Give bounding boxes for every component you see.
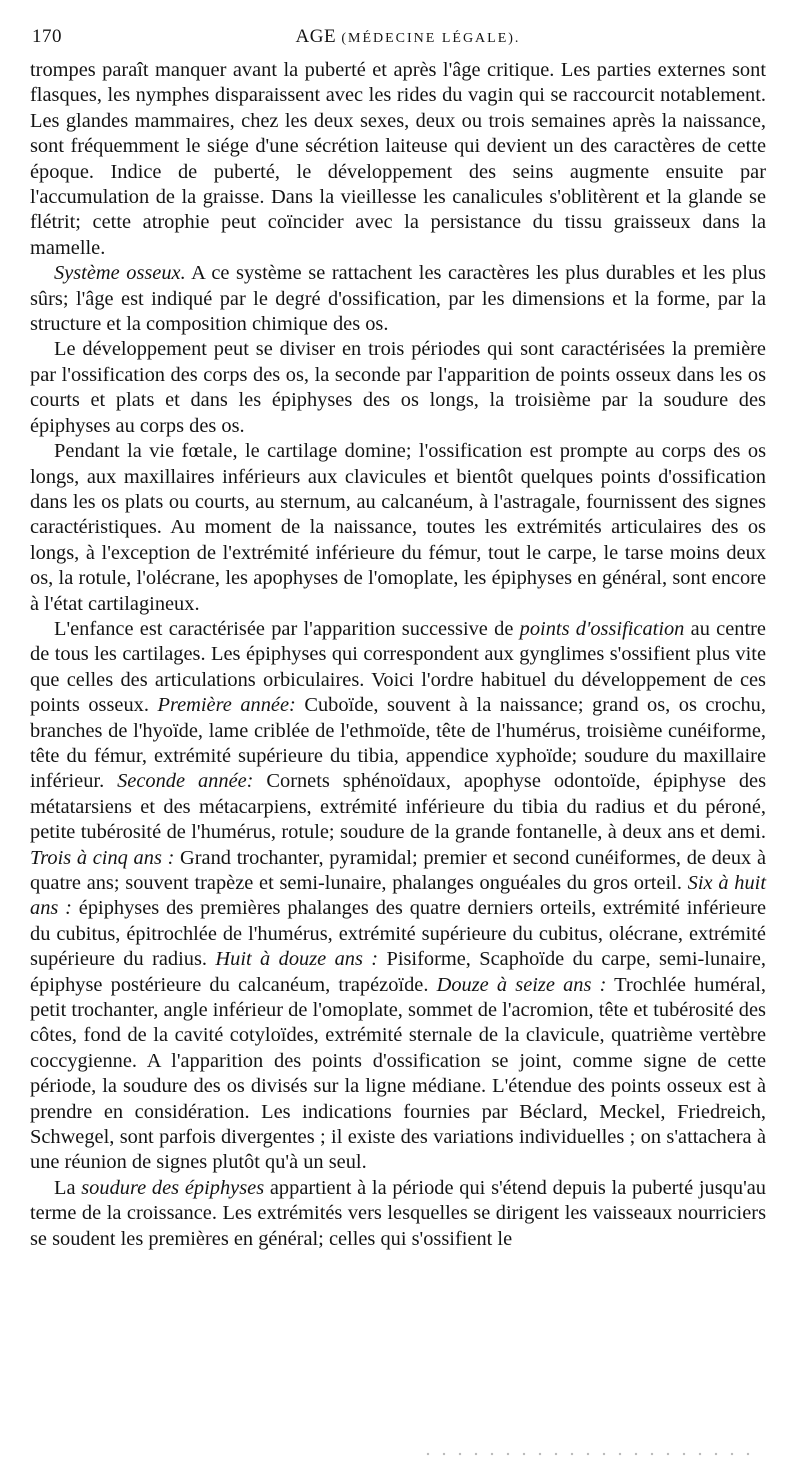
text-run: L'enfance est caractérisée par l'apparition successive de (54, 617, 520, 640)
text-run: Grand trochanter, pyramidal; premier et second cunéiformes, de deux à quatre ans; souvent trapèze et semi-lunaire, phalanges onguéales du gros orteil. (30, 846, 766, 894)
text-run: Cornets sphénoïdaux, apophyse odontoïde, épiphyse des métatarsiens et des métacarpiens, extrémité inférieure du tibia du radius et du péroné, petite tubérosité de l'humérus, rotule; soudure de la grande fontanelle, à deux ans et demi. (30, 770, 767, 844)
paragraph-1 (30, 58, 766, 261)
italic-term: Six à huit ans : (30, 872, 766, 920)
paragraph-3 (30, 337, 766, 439)
italic-term: Huit à douze ans : (215, 948, 379, 971)
italic-term: Seconde année: (117, 770, 254, 793)
italic-term: Douze à seize ans : (436, 973, 607, 996)
italic-term: points d'ossification (519, 617, 685, 640)
text-run: Le développement peut se diviser en trois périodes qui sont caractérisées la première par l'ossification des corps des os, la seconde par l'apparition de points osseux dans les os courts et plats et dans les épiphyses des os longs, la troisième par la soudure des épiphyses au corps des os. (30, 338, 766, 437)
running-head (30, 26, 766, 48)
text-run: appartient à la période qui s'étend depuis la puberté jusqu'au terme de la croissance. Les extrémités vers lesquelles se dirigent les vaisseaux nourriciers se soudent les premières en général; celles qui s'ossifient le (30, 1176, 766, 1250)
page-header (30, 26, 766, 58)
text-run: épiphyses des premières phalanges des quatre derniers orteils, extrémité inférieure du cubitus, épitrochlée de l'humérus, extrémité supérieure du cubitus, olécrane, extrémité supérieure du radius. (30, 897, 766, 971)
text-run: Cuboïde, souvent à la naissance; grand os, os crochu, branches de l'hyoïde, lame criblée de l'ethmoïde, tête de l'humérus, troisième cunéiforme, tête du fémur, extrémité supérieure du tibia, appendice xyphoïde; soudure du maxillaire inférieur. (30, 694, 766, 793)
text-run: Trochlée huméral, petit trochanter, angle inférieur de l'omoplate, sommet de l'acromion, tête et tubérosité des côtes, fond de la cavité cotyloïdes, extrémité sternale de la clavicule, quatrième vertèbre coccygienne. A l'apparition des points d'ossification se joint, comme signe de cette période, la soudure des os divisés sur la ligne médiane. L'étendue des points osseux est à prendre en considération. Les indications fournies par Béclard, Meckel, Friedreich, Schwegel, sont parfois divergentes ; il existe des variations individuelles ; on s'attachera à une réunion de signes plutôt qu'à un seul. (30, 973, 766, 1174)
running-head-title: AGE (295, 26, 337, 47)
page-number: 170 (32, 26, 62, 47)
paragraph-2 (30, 261, 766, 337)
italic-term: soudure des épiphyses (81, 1176, 265, 1199)
text-run: Pisiforme, Scaphoïde du carpe, semi-lunaire, épiphyse postérieure du calcanéum, trapézoïde. (30, 948, 766, 996)
text-run: Pendant la vie fœtale, le cartilage domine; l'ossification est prompte au corps des os longs, aux maxillaires inférieurs aux clavicules et bientôt quelques points d'ossification dans les os plats ou courts, au sternum, au calcanéum, à l'astragale, fournissent des signes caractéristiques. Au moment de la naissance, toutes les extrémités articulaires des os longs, à l'exception de l'extrémité inférieure du fémur, tout le carpe, le tarse moins deux os, la rotule, l'olécrane, les apophyses de l'omoplate, les épiphyses en général, sont encore à l'état cartilagineux. (30, 440, 766, 615)
running-head-subtitle: (MÉDECINE LÉGALE). (341, 31, 521, 46)
italic-term: Trois à cinq ans : (30, 846, 175, 869)
text-run: au centre de tous les cartilages. Les épiphyses qui correspondent aux gynglimes s'ossifient plus vite que celles des articulations orbiculaires. Voici l'ordre habituel du développement de ces points osseux. (30, 617, 766, 717)
text-run: trompes paraît manquer avant la puberté et après l'âge critique. Les parties externes sont flasques, les nymphes disparaissent avec les rides du vagin qui se raccourcit notablement. Les glandes mammaires, chez les deux sexes, deux ou trois semaines après la naissance, sont fréquemment le siége d'une sécrétion laiteuse qui devient un des caractères de cette époque. Indice de puberté, le développement des seins augmente ensuite par l'accumulation de la graisse. Dans la vieillesse les canalicules s'oblitèrent et la glande se flétrit; cette atrophie peut coïncider avec la persistance du tissu graisseux dans la mamelle. (30, 59, 766, 259)
italic-term: Première année: (157, 694, 296, 717)
text-run: A ce système se rattachent les caractères les plus durables et les plus sûrs; l'âge est indiqué par le degré d'ossification, par les dimensions et la forme, par la structure et la composition chimique des os. (30, 262, 766, 336)
scan-artifact (420, 1452, 760, 1456)
book-page (30, 26, 766, 1446)
section-heading-systeme-osseux: Système osseux. (54, 262, 186, 285)
paragraph-6 (30, 1176, 766, 1252)
text-run: La (54, 1176, 82, 1199)
paragraph-5 (30, 617, 766, 1176)
paragraph-4 (30, 439, 766, 617)
body-text (30, 58, 766, 1252)
